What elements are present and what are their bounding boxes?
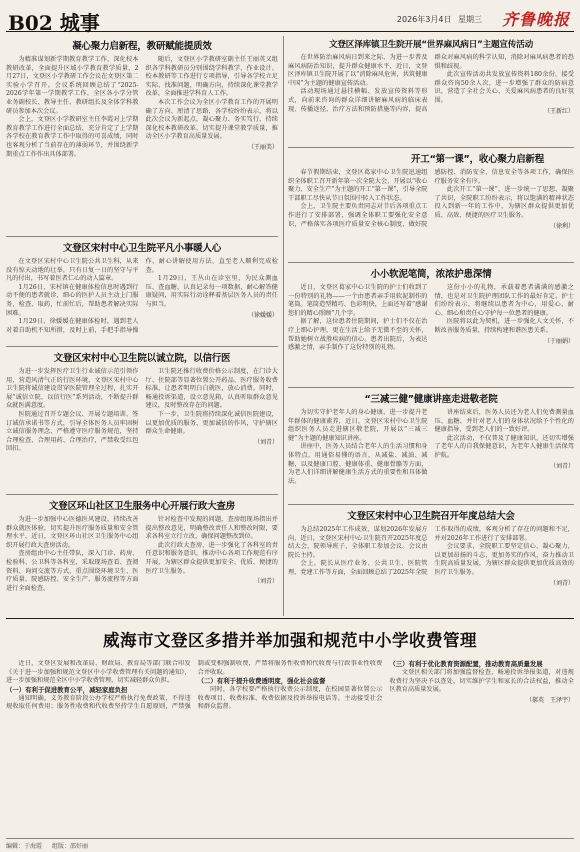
- issue-weekday: 星期三: [458, 15, 482, 24]
- article-ward-rounds: [6, 498, 278, 614]
- article-body: [288, 169, 574, 230]
- issue-date: 2026年3月4日: [396, 15, 452, 24]
- paragraph: 1月26日，宋村镇在健康体检信息时遇到行动不便的患者就诊，细心的医护人员主动上门服务，检查、取药，忙前忙后，帮助患者解决实际困难。: [6, 283, 139, 317]
- article-teaching-research: [6, 38, 278, 232]
- article-body: [6, 56, 278, 159]
- divider: [288, 262, 574, 263]
- paragraph: 近日，文登区发展和改革局、财政局、教育局等部门联合印发《关于进一步加强和规范文登区中小学收费管理有关问题的通知》，进一步加强和规范全区中小学收费管理，切实减轻群众负担。: [6, 660, 191, 685]
- editor-credit: 编辑：于海霞: [6, 843, 43, 850]
- divider: [6, 346, 278, 347]
- paragraph: 活动现场通过悬挂横幅、发放宣传资料等形式，向前来咨询的群众详细讲解麻风病的临床表现、传播途径、治疗方法和预防措施等内容，提高群众对麻风病的科学认知，消除对麻风病患者的恐惧和歧视。: [288, 54, 574, 113]
- masthead: [6, 6, 574, 35]
- paragraph: 为总结2025年工作成效、谋划2026年发展方向，近日，文登区宋村中心卫生院召开2025年度总结大会，院领导班子、全体职工参加会议。会议由院长主持。: [288, 526, 428, 559]
- paragraph: 医院将以此为契机，进一步强化人文关怀，不断改善服务质量，持续构建和谐医患关系。: [434, 318, 574, 334]
- paragraph: 1月29日，王丛山在诊室里，为民众测血压、查血糖，认真记录每一项数据，耐心解答健康疑问，用实际行动诠释着基层医务人员的责任与担当。: [145, 275, 278, 308]
- article-title: 文登区宋村中心卫生院以诚立院，以信行医: [53, 353, 231, 364]
- divider: [6, 236, 278, 237]
- paragraph: 卫生院还推行收费价格公示制度，在门诊大厅、住院部等显著位置公开药品、医疗服务收费标准，让患者明明白白就医，放心消费。同时，畅通投诉渠道，设立意见箱，认真听取群众意见建议，及时整改存在的问题。: [145, 368, 278, 410]
- article-body: [6, 368, 278, 454]
- paragraph: 会上，卫生院主要负责同志对节后各项重点工作进行了安排部署，强调全体职工要强化安全意识，严格落实各项医疗质量安全核心制度，做好院感防控、消防安全、信息安全等各项工作，确保医疗服务安全有序。: [288, 169, 574, 228]
- paragraph: 文登区相关部门将加强监督检查，畅通投诉举报渠道，对违规收费行为坚决予以查处，切实维护学生和家长的合法权益，推动全区教育高质量发展。: [389, 669, 574, 694]
- article-title: 小小软泥笔筒，浓浓护患深情: [370, 269, 492, 280]
- paragraph: 同时，各学校要严格执行收费公示制度，在校园显著位置公示收费项目、收费标准、收费依据及投诉举报电话等，主动接受社会和群众监督。: [197, 686, 383, 711]
- article-subheading: （三）有利于优化教育资源配置，推动教育高质量发展: [389, 660, 543, 668]
- paragraph: 此次活动，不仅普及了健康知识，还切实增强了老年人的自我保健意识，为老年人健康生活保驾护航。: [434, 434, 574, 459]
- byline: （于丽娟）: [543, 337, 574, 345]
- article-title: 文登区环山社区卫生服务中心开展行政大查房: [48, 501, 235, 512]
- byline: （刘青）: [549, 462, 574, 470]
- byline: （王丽美）: [247, 143, 278, 151]
- article-body: [6, 516, 278, 593]
- paragraph: 讲座结束后，医务人员还为老人们免费测量血压、血糖，并针对老人们的身体状况给予个性化的健康指导，受到老人们的一致好评。: [434, 409, 574, 434]
- article-title: 文登区泽库镇卫生院开展“世界麻风病日”主题宣传活动: [329, 40, 533, 50]
- byline: （郝英 王泽宇）: [525, 696, 574, 704]
- article-annual-summary: [288, 508, 574, 614]
- divider: [288, 504, 574, 505]
- article-subheading: （一）有利于促进教育公平，减轻家庭负担: [6, 685, 128, 694]
- designer-credit: 组版：邵好丽: [51, 843, 88, 850]
- article-school-fees: [6, 660, 574, 834]
- paragraph: 本次工作会议为全区小学教育工作的开展明确了方向、厘清了思路，各学校纷纷表示，将以此次会议为新起点，凝心聚力、务实笃行，持续深化校本教研改革，切实提升课堂教学质量，推动全区小学教育高质量发展。: [145, 98, 278, 141]
- paragraph: 查房组由中心主任带队，深入门诊、药房、检验科、公卫科等各科室，采取现场查看、查阅资料、询问交流等方式，重点围绕环境卫生、医疗质量、院感防控、安全生产、服务流程等方面进行全面检查。: [6, 550, 139, 592]
- article-title: 开工“第一课”，收心聚力启新程: [411, 154, 544, 165]
- article-body: [288, 54, 574, 115]
- paragraph: 为进一步加强中心医德医风建设，持续改善群众就医体验，切实提升医疗服务质量和安全管理水平，近日，文登区环山社区卫生服务中心组织开展行政大查房活动。: [6, 516, 139, 549]
- lead-article-header: [6, 618, 574, 656]
- article-title: 凝心聚力启新程，教研赋能提质效: [72, 41, 212, 52]
- article-body: [6, 660, 574, 712]
- article-leprosy-day: [288, 38, 574, 144]
- byline: （刘青）: [253, 578, 278, 586]
- article-title: 文登区宋村中心卫生院召开年度总结大会: [347, 511, 515, 522]
- paragraph: 为切实守护老年人的身心健康，进一步提升老年群体的健康素养，近日，文登区宋村中心卫生院组织医务人员走进辖区敬老院，开展以“三减三健”为主题的健康知识讲座。: [288, 409, 428, 442]
- paragraph: 1月29日，徐媛媛在健康体检时，遇到老人对着自助机不知所措，及时上前，手把手指导操作，耐心讲解使用方法，直至老人顺利完成检查。: [6, 258, 278, 334]
- paragraph: 会上，院长从医疗业务、公共卫生、医院管理、党建工作等方面，全面回顾总结了2025年全院工作取得的成绩，客观分析了存在的问题和不足，并对2026年工作进行了安排部署。: [288, 526, 574, 576]
- page-footer: [6, 838, 574, 850]
- paragraph: 会议要求，全院职工要坚定信心、凝心聚力，以更加昂扬的斗志、更加务实的作风，奋力推动卫生院高质量发展，为辖区群众提供更加优质高效的医疗卫生服务。: [434, 543, 574, 576]
- lead-article-title: 威海市文登区多措并举加强和规范中小学收费管理: [103, 631, 477, 650]
- byline: （刘青）: [253, 438, 278, 446]
- divider: [288, 147, 574, 148]
- paragraph: 医院通过召开专题会议、开展专题培训、签订诚信承诺书等方式，引导全体医务人员牢固树立诚信服务理念，严格遵守医疗服务规范，坚持合理检查、合理用药、合理治疗，严禁收受红包回扣。: [6, 410, 139, 453]
- article-warm-stories: [6, 240, 278, 342]
- byline: （徐利）: [549, 222, 574, 230]
- article-integrity: [6, 350, 278, 490]
- article-body: [288, 409, 574, 486]
- paragraph: 此次宣传活动共发放宣传资料180余份，接受群众咨询50余人次，进一步增强了群众的防病意识，营造了全社会关心、关爱麻风病患者的良好氛围。: [434, 71, 574, 104]
- section-title: B02 城事: [8, 11, 100, 35]
- article-body: [288, 284, 574, 353]
- paragraph: 针对检查中发现的问题，查房组现场指出并提出整改意见，明确整改责任人和整改时限，要求各科室立行立改，确保问题整改到位。: [145, 516, 278, 541]
- article-body: [288, 526, 574, 587]
- paragraph: 据了解，这位患者住院期间，护士们不仅在治疗上细心护理，更在生活上给予无微不至的关怀，帮助她树立战胜疾病的信心。患者出院后，为表达感激之情，亲手制作了这份特别的礼物。: [288, 318, 428, 352]
- newspaper-logo: 齐鲁晚报: [501, 10, 570, 29]
- article-subheading: （二）有利于提升收费透明度，强化社会监督: [197, 677, 326, 686]
- paragraph: 通知明确，义务教育阶段公办学校严格执行免费政策，不得违规收取任何费用；服务性收费和代收费坚持学生自愿原则，严禁强制或变相强制收费，严禁将服务性收费和代收费与行政事业性收费合并收取。: [6, 660, 383, 711]
- paragraph: 春节假期结束，文登区葛家中心卫生院迅速组织全体职工召开新年第一次全院大会，开展以“收心聚力、安全生产”为主题的开工“第一课”，引导全院干部职工尽快从节日氛围中转入工作状态。: [288, 169, 428, 202]
- byline: （刘青）: [549, 579, 574, 587]
- divider: [6, 494, 278, 495]
- article-health-lecture: [288, 391, 574, 501]
- paragraph: 讲座中，医务人员结合老年人的生活习惯和身体特点，用通俗易懂的语言，从减盐、减油、减糖，以及健康口腔、健康体重、健康骨骼等方面，为老人们详细讲解健康生活方式的重要性和具体做法。: [288, 443, 428, 485]
- paragraph: 近日，文登区葛家中心卫生院的护士们收到了一份特别的礼物——一个由患者亲手用软泥制作的笔筒。笔筒造型精巧、色彩明快，上面还写着“感谢您们的精心照顾”几个字。: [288, 284, 428, 317]
- paragraph: 此次开工“第一课”，进一步统一了思想、凝聚了共识，全院职工纷纷表示，将以饱满的精神状态投入到新一年的工作中，为辖区群众提供更加优质、高效、便捷的医疗卫生服务。: [434, 186, 574, 219]
- paragraph: 为进一步发挥医疗卫生行业诚信示范引领作用，营造风清气正的行医环境，文登区宋村中心卫生院将诚信建设贯穿医院管理全过程，扎实开展“诚信立院、以信行医”系列活动，不断提升群众就医满意度。: [6, 368, 139, 410]
- paragraph: 在文登区宋村中心卫生院公共卫生科，从来没有惊天动地的壮举，只有日复一日的坚守与平凡的付出，书写着医者仁心的动人篇章。: [6, 258, 139, 283]
- paragraph: 在世界防治麻风病日到来之际，为进一步普及麻风病防治知识，提升群众健康水平，近日，文登区泽库镇卫生院开展了以“消除麻风危害，共筑健康中国”为主题的健康宣传活动。: [288, 54, 428, 87]
- issue-meta: [393, 14, 482, 25]
- article-first-lesson: [288, 151, 574, 259]
- article-title: 文登区宋村中心卫生院平凡小事暖人心: [62, 243, 222, 254]
- column-divider: [283, 36, 284, 616]
- paragraph: 此次行政大查房，进一步强化了各科室的责任意识和服务意识，推动中心各项工作规范有序开展，为辖区群众提供更加安全、优质、便捷的医疗卫生服务。: [145, 541, 278, 575]
- byline: （王新红）: [543, 107, 574, 115]
- paragraph: 随后，文登区小学教研室副主任王丽英又组织各学科教研员分别围绕学科教学、作业设计、校本教研等工作进行专项指导，引导各学校立足实际，找准问题，明确方向，持续深化课堂教学改革，全面推进学科育人工作。: [145, 56, 278, 98]
- article-title: “三减三健”健康讲座走进敬老院: [364, 394, 498, 405]
- paragraph: 会上，文登区小学教研室主任李霞对上学期教育教学工作进行全面总结，充分肯定了上学期各学校在教育教学工作中取得的可喜成绩，同时也客观分析了当前存在的薄弱环节，并围绕新学期重点工作作出具体部署。: [6, 116, 139, 158]
- paragraph: 下一步，卫生院将持续深化诚信医院建设，以更加优质的服务、更加诚信的作风，守护辖区群众生命健康。: [145, 410, 278, 436]
- byline: （徐媛媛）: [247, 311, 278, 319]
- article-body: [6, 258, 278, 335]
- article-clay-pen-holder: [288, 266, 574, 384]
- paragraph: 为精准谋划新学期教育教学工作，深化校本教研改革，全面提升区域小学教育教学质量，2月27日，文登区小学教研工作会议在文登区第二实验小学召开。会议系统回顾总结了“2025-2026学年第一学期教学工作，全区各小学分管业务副校长、教导主任、教研组长及全体学科教研员参加本次会议。: [6, 56, 139, 115]
- paragraph: 这份小小的礼物，承载着患者满满的感激之情，也是对卫生院护理团队工作的最好肯定。护士们纷纷表示，将继续以患者为中心，用爱心、耐心、细心和责任心守护每一位患者的健康。: [434, 284, 574, 317]
- divider: [288, 387, 574, 388]
